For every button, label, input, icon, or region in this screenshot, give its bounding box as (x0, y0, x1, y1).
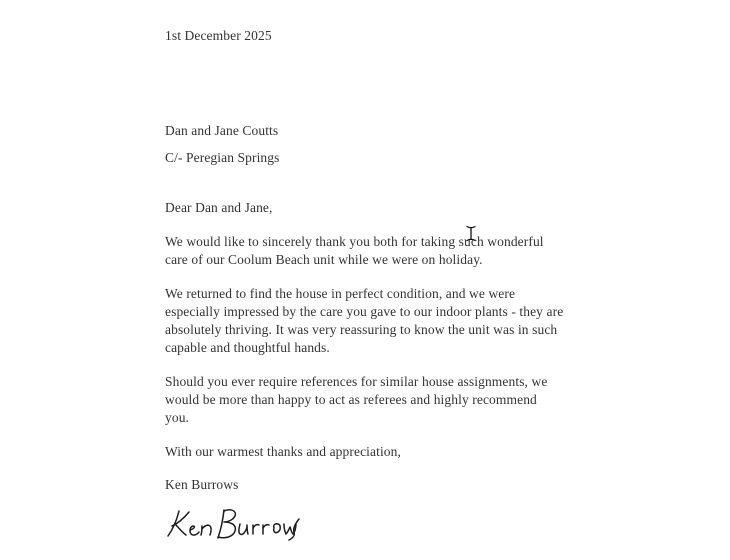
paragraph-line: you. (165, 410, 190, 425)
recipient-name: Dan and Jane Coutts (165, 123, 279, 138)
signature-ink-icon (167, 508, 301, 544)
paragraph-line: absolutely thriving. It was very reassuring to know the unit was in such (165, 322, 558, 337)
paragraph-line: We would like to sincerely thank you both for taking such wonderful (165, 234, 544, 249)
paragraph-line: capable and thoughtful hands. (165, 340, 330, 355)
recipient-address: C/- Peregian Springs (165, 150, 280, 165)
paragraph (165, 373, 577, 427)
salutation: Dear Dan and Jane, (165, 200, 273, 215)
paragraph-line: would be more than happy to act as referees and highly recommend (165, 392, 537, 407)
handwritten-signature (167, 508, 577, 549)
paragraph-line: Should you ever require references for similar house assignments, we (165, 374, 548, 389)
paragraph-line: care of our Coolum Beach unit while we were on holiday. (165, 252, 483, 267)
closing-line: With our warmest thanks and appreciation, (165, 444, 401, 459)
paragraph-line: especially impressed by the care you gave to our indoor plants - they are (165, 304, 564, 319)
paragraph-line: We returned to find the house in perfect condition, and we were (165, 286, 516, 301)
sender-name: Ken Burrows (165, 477, 239, 492)
letter-date: 1st December 2025 (165, 28, 272, 43)
paragraph (165, 233, 577, 269)
letter-body[interactable] (165, 27, 577, 549)
paragraph (165, 285, 577, 357)
